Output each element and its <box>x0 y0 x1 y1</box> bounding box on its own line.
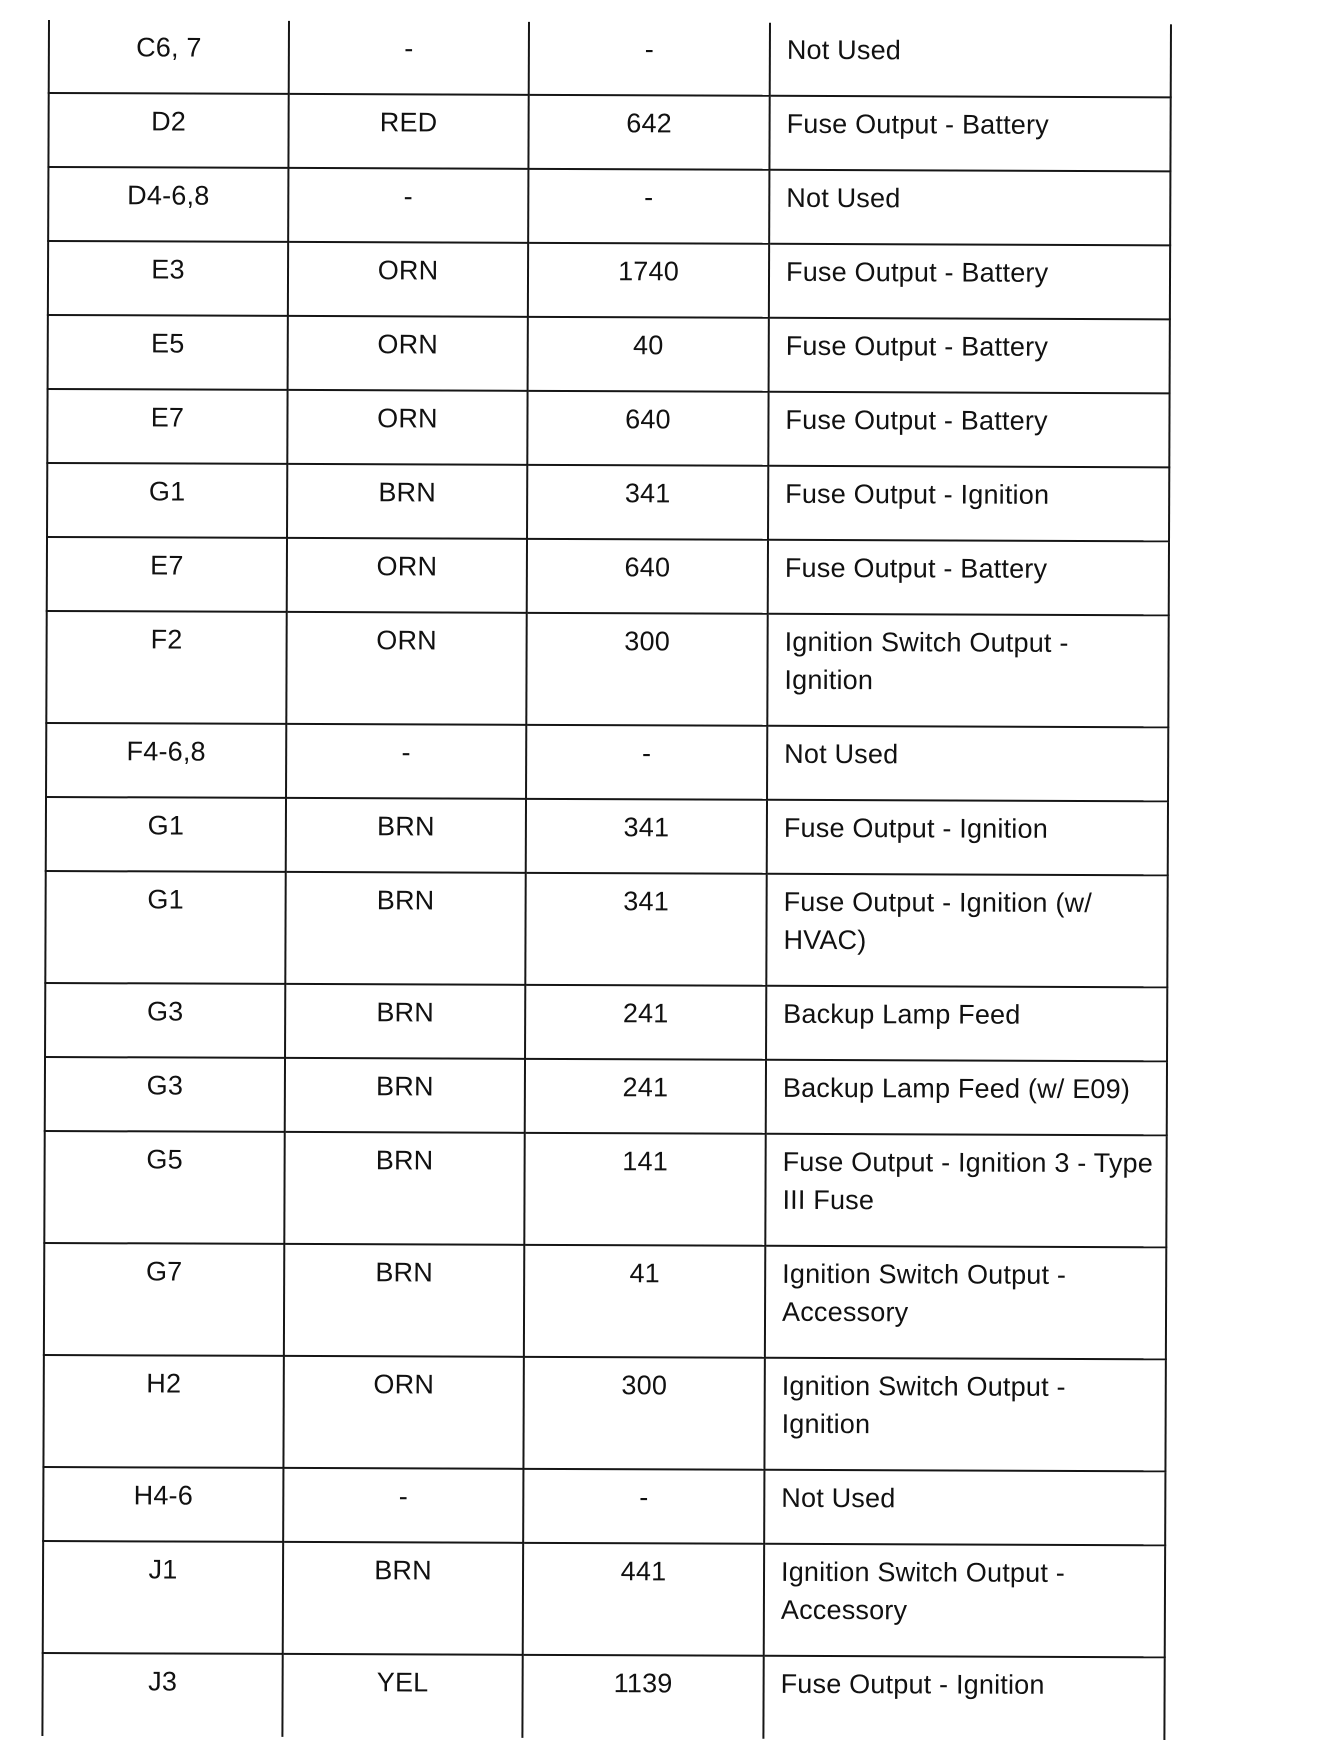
function-cell: Ignition Switch Output - Ignition <box>764 1358 1165 1472</box>
pin-cell: C6, 7 <box>49 20 289 94</box>
function-cell: Not Used <box>770 23 1171 98</box>
circuit-number-cell: 41 <box>524 1245 765 1358</box>
pin-cell: H4-6 <box>43 1467 283 1542</box>
wire-color-cell: RED <box>288 94 528 169</box>
circuit-number-cell: 640 <box>527 539 768 614</box>
pin-cell: E5 <box>48 315 288 390</box>
table-row <box>47 463 1169 541</box>
wire-color-cell: ORN <box>288 242 528 317</box>
pin-cell: G1 <box>47 463 287 538</box>
connector-pinout-table <box>41 20 1172 1740</box>
function-cell: Fuse Output - Battery <box>769 318 1170 394</box>
table-row <box>48 167 1170 245</box>
pin-cell: G3 <box>45 1057 285 1132</box>
circuit-number-cell: 141 <box>524 1133 765 1246</box>
wire-color-cell: ORN <box>288 316 528 391</box>
circuit-number-cell: - <box>526 725 767 800</box>
wire-color-cell: ORN <box>287 390 527 465</box>
circuit-number-cell: 341 <box>527 465 768 540</box>
pin-cell: G1 <box>46 797 286 872</box>
function-cell: Not Used <box>764 1470 1165 1546</box>
function-cell: Fuse Output - Battery <box>768 540 1169 616</box>
circuit-number-cell: 642 <box>528 95 769 170</box>
wire-color-cell: YEL <box>282 1654 522 1738</box>
circuit-number-cell: 300 <box>526 613 767 726</box>
circuit-number-cell: 341 <box>526 799 767 874</box>
pin-cell: J1 <box>43 1541 283 1654</box>
pin-cell: G3 <box>45 983 285 1058</box>
wire-color-cell: ORN <box>283 1356 523 1469</box>
function-cell: Fuse Output - Ignition <box>763 1656 1164 1740</box>
function-cell: Not Used <box>767 726 1168 802</box>
pin-cell: F2 <box>46 611 286 724</box>
pin-cell: E7 <box>47 537 287 612</box>
table-row <box>42 1653 1164 1740</box>
circuit-number-cell: 1139 <box>522 1655 763 1739</box>
function-cell: Ignition Switch Output - Accessory <box>765 1246 1166 1360</box>
pinout-table-body <box>42 20 1171 1740</box>
table-row <box>47 389 1169 467</box>
wire-color-cell: BRN <box>287 464 527 539</box>
table-row <box>45 1057 1167 1135</box>
table-row <box>44 1243 1166 1359</box>
circuit-number-cell: 341 <box>525 873 766 986</box>
function-cell: Ignition Switch Output - Accessory <box>764 1544 1165 1658</box>
pin-cell: H2 <box>43 1355 283 1468</box>
wire-color-cell: BRN <box>284 1244 524 1357</box>
function-cell: Fuse Output - Ignition 3 - Type III Fuse <box>765 1134 1166 1248</box>
pin-cell: F4-6,8 <box>46 723 286 798</box>
table-row <box>43 1355 1165 1471</box>
table-row <box>46 611 1168 727</box>
wire-color-cell: BRN <box>285 1058 525 1133</box>
circuit-number-cell: 300 <box>523 1357 764 1470</box>
pin-cell: G7 <box>44 1243 284 1356</box>
table-row <box>43 1467 1165 1545</box>
pin-cell: D2 <box>48 93 288 168</box>
wire-color-cell: BRN <box>285 872 525 985</box>
pin-cell: D4-6,8 <box>48 167 288 242</box>
circuit-number-cell: 1740 <box>528 243 769 318</box>
wire-color-cell: ORN <box>287 538 527 613</box>
table-row <box>46 797 1168 875</box>
circuit-number-cell: - <box>529 22 770 96</box>
circuit-number-cell: 241 <box>525 985 766 1060</box>
circuit-number-cell: 640 <box>527 391 768 466</box>
wire-color-cell: - <box>283 1468 523 1543</box>
function-cell: Fuse Output - Ignition <box>767 800 1168 876</box>
table-row <box>49 20 1171 97</box>
wire-color-cell: BRN <box>285 984 525 1059</box>
pin-cell: G1 <box>45 871 285 984</box>
circuit-number-cell: 40 <box>528 317 769 392</box>
function-cell: Fuse Output - Battery <box>768 392 1169 468</box>
function-cell: Fuse Output - Battery <box>769 96 1170 172</box>
pin-cell: G5 <box>44 1131 284 1244</box>
wire-color-cell: BRN <box>286 798 526 873</box>
wire-color-cell: BRN <box>284 1132 524 1245</box>
table-row <box>47 537 1169 615</box>
pin-cell: E7 <box>47 389 287 464</box>
function-cell: Fuse Output - Battery <box>769 244 1170 320</box>
pin-cell: E3 <box>48 241 288 316</box>
table-row <box>45 871 1167 987</box>
table-row <box>48 241 1170 319</box>
table-row <box>48 315 1170 393</box>
wire-color-cell: - <box>286 724 526 799</box>
table-row <box>48 93 1170 171</box>
table-row <box>46 723 1168 801</box>
circuit-number-cell: 241 <box>525 1059 766 1134</box>
wire-color-cell: - <box>289 21 529 95</box>
circuit-number-cell: - <box>523 1469 764 1544</box>
table-row <box>45 983 1167 1061</box>
function-cell: Not Used <box>769 170 1170 246</box>
circuit-number-cell: 441 <box>523 1543 764 1656</box>
function-cell: Backup Lamp Feed (w/ E09) <box>766 1060 1167 1136</box>
wire-color-cell: ORN <box>286 612 526 725</box>
table-row <box>44 1131 1166 1247</box>
function-cell: Fuse Output - Ignition <box>768 466 1169 542</box>
function-cell: Fuse Output - Ignition (w/ HVAC) <box>766 874 1167 988</box>
table-row <box>43 1541 1165 1657</box>
function-cell: Ignition Switch Output - Ignition <box>767 614 1168 728</box>
circuit-number-cell: - <box>528 169 769 244</box>
pin-cell: J3 <box>42 1653 282 1737</box>
wire-color-cell: - <box>288 168 528 243</box>
wire-color-cell: BRN <box>283 1542 523 1655</box>
function-cell: Backup Lamp Feed <box>766 986 1167 1062</box>
